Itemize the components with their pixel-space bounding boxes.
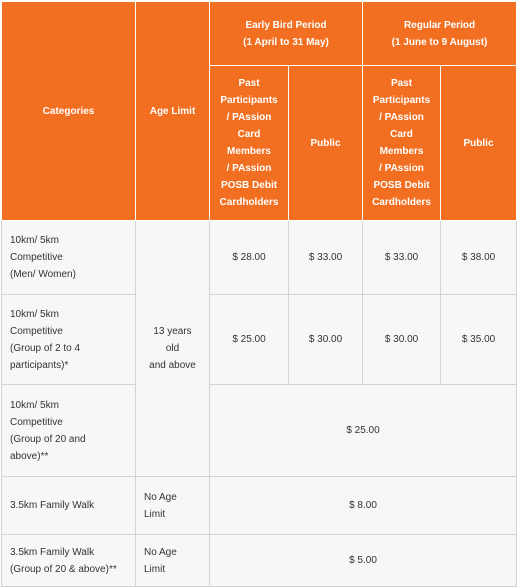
regular-title: Regular Period (403, 19, 476, 31)
text-line: No Age (144, 546, 177, 558)
header-regular-public: Public (441, 66, 517, 221)
regular-dates: (1 June to 9 August) (391, 36, 488, 48)
text-line: (Men/ Women) (10, 269, 76, 280)
text-line: 13 years (153, 326, 192, 337)
text-line: Participants (372, 95, 431, 106)
early-bird-title: Early Bird Period (245, 19, 327, 31)
text-line: 10km/ 5km (10, 235, 59, 246)
text-line: 3.5km Family Walk (10, 500, 95, 511)
text-line: Limit (144, 508, 166, 520)
text-line: Card (237, 129, 261, 140)
price-cell: $ 28.00 (210, 221, 289, 295)
category-text (10, 544, 127, 578)
age-limit-text (144, 544, 201, 578)
category-text (10, 397, 127, 465)
multiline-text (371, 75, 432, 211)
category-text (10, 232, 127, 283)
price-cell: $ 35.00 (441, 295, 517, 385)
multiline-text (218, 75, 280, 211)
category-cell (2, 477, 136, 535)
text-line: Participants (220, 95, 278, 106)
text-line: 10km/ 5km (10, 399, 59, 411)
text-line: Past (238, 78, 260, 89)
table-row (2, 385, 517, 477)
text-line: participants)* (10, 359, 69, 371)
registration-fees-table (1, 1, 517, 587)
age-limit-text (144, 323, 201, 374)
header-early-past-participants (210, 66, 289, 221)
category-cell (2, 535, 136, 587)
text-line: (Group of 20 and (10, 433, 86, 445)
header-row-periods (2, 2, 517, 66)
price-cell: $ 38.00 (441, 221, 517, 295)
price-cell-merged: $ 25.00 (210, 385, 517, 477)
age-limit-cell (136, 535, 210, 587)
price-cell: $ 30.00 (363, 295, 441, 385)
price-cell: $ 25.00 (210, 295, 289, 385)
table-row (2, 535, 517, 587)
category-text (10, 306, 127, 374)
category-cell (2, 385, 136, 477)
text-line: Competitive (10, 325, 63, 337)
text-line: Card (390, 129, 413, 140)
table-row (2, 221, 517, 295)
price-cell-merged: $ 8.00 (210, 477, 517, 535)
age-limit-text (144, 489, 201, 523)
text-line: Members (227, 146, 271, 157)
price-cell: $ 33.00 (363, 221, 441, 295)
header-early-public: Public (289, 66, 363, 221)
text-line: / PAssion (379, 163, 424, 174)
text-line: Competitive (10, 252, 63, 263)
text-line: Limit (144, 563, 166, 575)
text-line: and above (149, 360, 196, 371)
text-line: POSB Debit (373, 180, 430, 191)
category-cell (2, 221, 136, 295)
header-regular-past-participants (363, 66, 441, 221)
text-line: Members (379, 146, 424, 157)
price-cell: $ 30.00 (289, 295, 363, 385)
text-line: old (165, 343, 180, 354)
text-line: 10km/ 5km (10, 308, 59, 320)
text-line: Cardholders (372, 197, 431, 208)
text-line: Past (390, 78, 413, 89)
table-row (2, 477, 517, 535)
text-line: Cardholders (219, 197, 279, 208)
text-line: No Age (144, 491, 177, 503)
header-early-bird-period (210, 2, 363, 66)
text-line: 3.5km Family Walk (10, 546, 95, 558)
price-cell: $ 33.00 (289, 221, 363, 295)
age-limit-cell (136, 477, 210, 535)
table-row (2, 295, 517, 385)
category-text (10, 497, 127, 514)
text-line: / PAssion (379, 112, 424, 123)
text-line: / PAssion (226, 112, 272, 123)
age-limit-cell (136, 221, 210, 477)
category-cell (2, 295, 136, 385)
text-line: POSB Debit (220, 180, 278, 191)
text-line: above)** (10, 450, 49, 462)
text-line: Competitive (10, 416, 63, 428)
text-line: (Group of 20 & above)** (10, 563, 117, 575)
header-regular-period (363, 2, 517, 66)
text-line: (Group of 2 to 4 (10, 342, 81, 354)
text-line: / PAssion (226, 163, 272, 174)
header-categories: Categories (2, 2, 136, 221)
early-bird-dates: (1 April to 31 May) (243, 36, 329, 48)
price-cell-merged: $ 5.00 (210, 535, 517, 587)
header-age-limit: Age Limit (136, 2, 210, 221)
